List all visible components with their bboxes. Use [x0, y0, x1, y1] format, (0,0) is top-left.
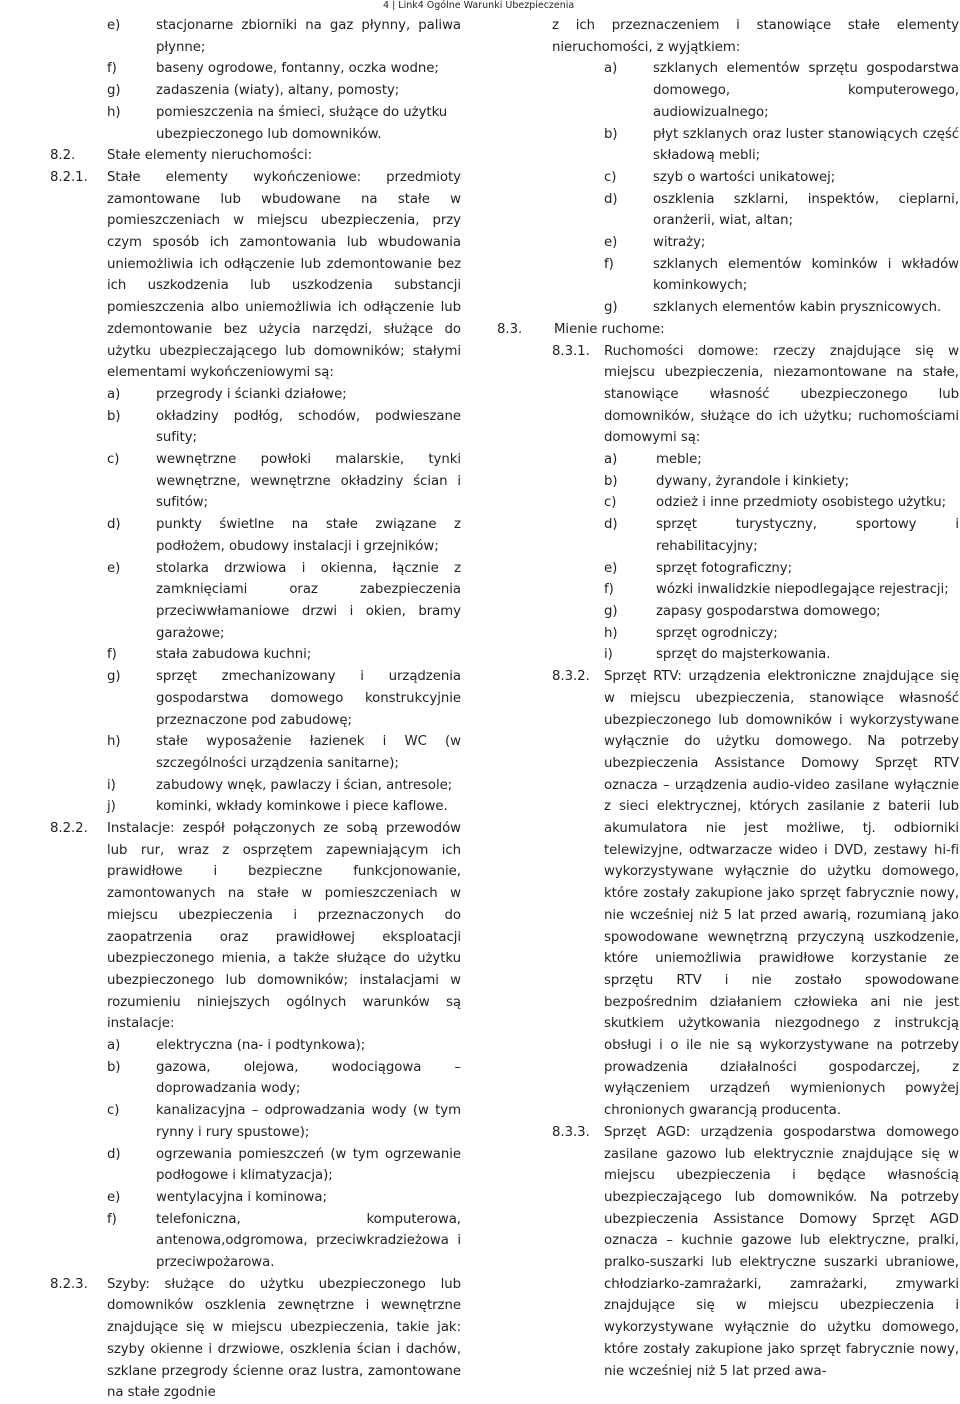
section-text: Instalacje: zespół połączonych ze sobą przewodów lub rur, wraz z osprzętem zapewniającym ich prawidłowe i bezpieczne funkcjonowanie, zamontowanych na stałe w pomieszczeniach w miejscu ubezpieczenia i przeznaczonych do zaopatrzenia oraz prawidłowej eksploatacji ubezpieczonego mienia, a także służące do użytku ubezpieczonego lub domowników; instalacjami w rozumieniu niniejszych ogólnych warunków są instalacje:: [107, 821, 461, 1032]
item-label: j): [107, 799, 116, 815]
section-text: Sprzęt RTV: urządzenia elektroniczne znajdujące się w miejscu ubezpieczenia, stanowiące własność ubezpieczonego lub domowników i wykorzystywane wyłącznie do użytku domowego. Na potrzeby ubezpieczenia Assistance Domowy Sprzęt RTV oznacza – urządzenia audio-video zasilane wyłącznie z sieci elektrycznej, których zasilanie z baterii lub akumulatora nie jest możliwe, tj. odbiorniki telewizyjne, odtwarzacze wideo i DVD, zestawy hi-fi wykorzystywane wyłącznie do użytku domowego, które zostały zakupione jako sprzęt fabrycznie nowy, nie wcześniej niż 5 lat przed awarią, rozumianą jako spowodowane wewnętrzną przyczyną uszkodzenie, które uniemożliwia prawidłowe korzystanie ze sprzętu RTV i nie zostało spowodowane bezpośrednim działaniem człowieka ani nie jest skutkiem użytkowania niezgodnego z instrukcją obsługi i o ile nie są wykorzystywane na potrzeby prowadzenia działalności gospodarczej, z wyłączeniem urządzeń wymienionych powyżej chronionych gwarancją producenta.: [604, 669, 959, 1119]
item-label: g): [604, 300, 618, 316]
list-item: [497, 579, 959, 601]
list-item: [50, 1144, 461, 1187]
item-text: sprzęt ogrodniczy;: [656, 625, 778, 641]
item-text: stałe wyposażenie łazienek i WC (w szczególności urządzenia sanitarne);: [156, 734, 461, 771]
item-label: e): [107, 1189, 121, 1205]
item-label: e): [604, 560, 618, 576]
item-label: h): [107, 104, 121, 120]
section-text: Ruchomości domowe: rzeczy znajdujące się w miejscu ubezpieczenia, niezamontowane na stałe, stanowiące własność ubezpieczonego lub domowników, służące do ich użytku; ruchomościami domowymi są:: [604, 343, 959, 446]
item-text: wewnętrzne powłoki malarskie, tynki wewnętrzne, wewnętrzne okładziny ścian i sufitów;: [156, 452, 461, 511]
item-text: baseny ogrodowe, fontanny, oczka wodne;: [156, 61, 439, 77]
item-label: f): [107, 61, 117, 77]
list-item: [497, 601, 959, 623]
item-label: a): [107, 386, 121, 402]
section-8-2-2: [50, 818, 461, 1274]
item-label: d): [604, 517, 618, 533]
section-8-2-3: [50, 1274, 461, 1404]
section-number: 8.2.: [50, 148, 76, 164]
list-item: [497, 58, 959, 123]
item-label: c): [107, 452, 120, 468]
section-8-3-heading: [497, 319, 959, 341]
list-item: [50, 558, 461, 645]
item-text: odzież i inne przedmioty osobistego użytku;: [656, 495, 947, 511]
item-text: stacjonarne zbiorniki na gaz płynny, paliwa płynne;: [156, 18, 461, 55]
list-item: [50, 1209, 461, 1274]
item-text: szklanych elementów kominków i wkładów kominkowych;: [653, 256, 959, 294]
list-item: [497, 297, 959, 319]
list-item: [497, 167, 959, 189]
list-top: [50, 15, 461, 145]
item-label: e): [604, 235, 618, 251]
item-text: szklanych elementów kabin prysznicowych.: [653, 300, 942, 316]
item-label: d): [604, 191, 618, 207]
item-text: kanalizacyjna – odprowadzania wody (w tym rynny i rury spustowe);: [156, 1103, 461, 1140]
section-title: Stałe elementy nieruchomości:: [107, 148, 313, 164]
item-label: h): [604, 625, 618, 641]
continuation-paragraph: [497, 15, 959, 58]
list-item: [497, 124, 959, 167]
section-8-2-1: [50, 167, 461, 818]
section-title: Mienie ruchome:: [554, 321, 665, 337]
item-text: gazowa, olejowa, wodociągowa – doprowadzania wody;: [156, 1059, 461, 1097]
item-label: e): [107, 560, 121, 576]
list-item: [50, 80, 461, 102]
item-label: b): [107, 408, 121, 424]
list-item: [50, 796, 461, 818]
list-item: [50, 1187, 461, 1209]
item-text: elektryczna (na- i podtynkowa);: [156, 1038, 366, 1054]
item-text: pomieszczenia na śmieci, służące do użytku ubezpieczonego lub domowników.: [156, 104, 448, 142]
section-8-3-2: [497, 666, 959, 1122]
item-text: okładziny podłóg, schodów, podwieszane sufity;: [156, 408, 461, 446]
item-label: b): [107, 1059, 121, 1075]
item-text: dywany, żyrandole i kinkiety;: [656, 473, 850, 489]
item-label: f): [107, 1211, 117, 1227]
section-number: 8.2.2.: [50, 821, 88, 837]
item-label: d): [107, 517, 121, 533]
item-label: i): [107, 777, 116, 793]
section-number: 8.2.1.: [50, 169, 88, 185]
list-item: [497, 623, 959, 645]
item-text: witraży;: [653, 235, 706, 251]
section-text: Szyby: służące do użytku ubezpieczonego lub domowników oszklenia zewnętrzne i wewnętrzne znajdujące się w miejscu ubezpieczenia, takie jak: szyby okienne i drzwiowe, oszklenia ścian i dachów, szklane przegrody ścienne oraz lustra, zamontowane na stałe zgodnie: [107, 1276, 461, 1401]
list-item: [50, 514, 461, 557]
item-text: meble;: [656, 452, 702, 468]
item-text: przegrody i ścianki działowe;: [156, 386, 347, 402]
item-label: g): [107, 83, 121, 99]
section-text: Stałe elementy wykończeniowe: przedmioty zamontowane lub wbudowane na stałe w pomieszczeniach w miejscu ubezpieczenia, przy czym sposób ich zamontowania lub wbudowania uniemożliwia ich odłączenie lub zdemontowanie bez ich uszkodzenia lub uszkodzenia substancji pomieszczenia albo uniemożliwia ich odłączenie lub zdemontowanie bez użycia narzędzi, służące do użytku ubezpieczającego lub domowników; stałymi elementami wykończeniowymi są:: [107, 169, 461, 381]
section-paragraph: [50, 167, 461, 384]
item-text: sprzęt zmechanizowany i urządzenia gospodarstwa domowego konstrukcyjnie przeznaczone pod zabudowę;: [156, 669, 461, 728]
item-text: telefoniczna, komputerowa, antenowa,odgromowa, przeciwkradzieżowa i przeciwpożarowa.: [156, 1211, 461, 1271]
section-8-2-heading: [50, 145, 461, 167]
item-text: sprzęt fotograficzny;: [656, 560, 793, 576]
page-header: 4 | Link4 Ogólne Warunki Ubezpieczenia: [383, 0, 575, 11]
list-item: [50, 15, 461, 58]
section-text: Sprzęt AGD: urządzenia gospodarstwa domowego zasilane gazowo lub elektrycznie znajdujące się w miejscu ubezpieczenia i będące własnością ubezpieczającego lub domowników. Na potrzeby ubezpieczenia Assistance Domowy Sprzęt AGD oznacza – kuchnie gazowe lub elektryczne, pralki, pralko-suszarki lub elektryczne suszarki ubraniowe, chłodziarko-zamrażarki, zamrażarki, zmywarki znajdujące się w miejscu ubezpieczenia i wykorzystywane wyłącznie do użytku domowego, które zostały zakupione jako sprzęt fabrycznie nowy, nie wcześniej niż 5 lat przed awa-: [604, 1124, 959, 1379]
item-text: sprzęt turystyczny, sportowy i rehabilitacyjny;: [656, 517, 959, 554]
list-item: [497, 449, 959, 471]
list-item: [497, 189, 959, 232]
item-text: zadaszenia (wiaty), altany, pomosty;: [156, 83, 400, 99]
list-item: [50, 1035, 461, 1057]
item-label: g): [107, 669, 121, 685]
item-label: b): [604, 473, 618, 489]
item-text: zabudowy wnęk, pawlaczy i ścian, antresole;: [156, 777, 453, 793]
item-text: szyb o wartości unikatowej;: [653, 169, 836, 185]
list-item: [497, 492, 959, 514]
list-item: [497, 644, 959, 666]
list-item: [50, 1057, 461, 1100]
section-paragraph: [50, 818, 461, 1035]
section-number: 8.3.1.: [552, 343, 590, 359]
list-item: [497, 471, 959, 493]
item-label: c): [604, 495, 617, 511]
list-item: [497, 558, 959, 580]
item-label: f): [107, 647, 117, 663]
section-8-3-3: [497, 1122, 959, 1382]
item-label: i): [604, 647, 613, 663]
section-8-3-1: [497, 341, 959, 667]
item-label: a): [604, 61, 618, 77]
item-text: oszklenia szklarni, inspektów, cieplarni, oranżerii, wiat, altan;: [653, 191, 959, 229]
list-item: [50, 775, 461, 797]
item-label: d): [107, 1146, 121, 1162]
list-item: [50, 102, 461, 145]
item-text: ogrzewania pomieszczeń (w tym ogrzewanie podłogowe i klimatyzacja);: [156, 1146, 461, 1184]
list-item: [50, 644, 461, 666]
list-item: [50, 731, 461, 774]
item-text: stolarka drzwiowa i okienna, łącznie z zamknięciami oraz zabezpieczenia przeciwwłamaniowe drzwi i okien, bramy garażowe;: [156, 560, 461, 641]
item-text: wózki inwalidzkie niepodlegające rejestracji;: [656, 582, 949, 598]
list-item: [50, 384, 461, 406]
item-label: f): [604, 256, 614, 272]
section-number: 8.2.3.: [50, 1276, 88, 1292]
continuation-text: z ich przeznaczeniem i stanowiące stałe elementy nieruchomości, z wyjątkiem:: [552, 18, 959, 55]
item-label: b): [604, 126, 618, 142]
item-text: stała zabudowa kuchni;: [156, 647, 312, 663]
item-label: f): [604, 582, 614, 598]
item-text: zapasy gospodarstwa domowego;: [656, 603, 881, 619]
item-label: c): [107, 1103, 120, 1119]
item-text: płyt szklanych oraz luster stanowiących część składową mebli;: [653, 126, 959, 164]
item-label: a): [107, 1038, 121, 1054]
item-label: h): [107, 734, 121, 750]
left-column: [50, 15, 461, 1404]
item-label: g): [604, 603, 618, 619]
item-text: kominki, wkłady kominkowe i piece kaflowe.: [156, 799, 448, 815]
item-label: e): [107, 18, 121, 33]
section-number: 8.3.: [497, 321, 523, 337]
section-paragraph: [497, 341, 959, 450]
section-number: 8.3.2.: [552, 669, 590, 685]
list-item: [497, 254, 959, 297]
list-item: [50, 406, 461, 449]
item-text: sprzęt do majsterkowania.: [656, 647, 831, 663]
item-text: szklanych elementów sprzętu gospodarstwa domowego, komputerowego, audiowizualnego;: [653, 61, 959, 120]
list-item: [50, 58, 461, 80]
section-number: 8.3.3.: [552, 1124, 590, 1140]
item-label: a): [604, 452, 618, 468]
list-item: [497, 514, 959, 557]
item-text: punkty świetlne na stałe związane z podłożem, obudowy instalacji i grzejników;: [156, 517, 461, 554]
list-item: [497, 232, 959, 254]
list-item: [50, 1100, 461, 1143]
item-label: c): [604, 169, 617, 185]
list-item: [50, 666, 461, 731]
item-text: wentylacyjna i kominowa;: [156, 1189, 327, 1205]
list-item: [50, 449, 461, 514]
right-column: [497, 15, 959, 1382]
